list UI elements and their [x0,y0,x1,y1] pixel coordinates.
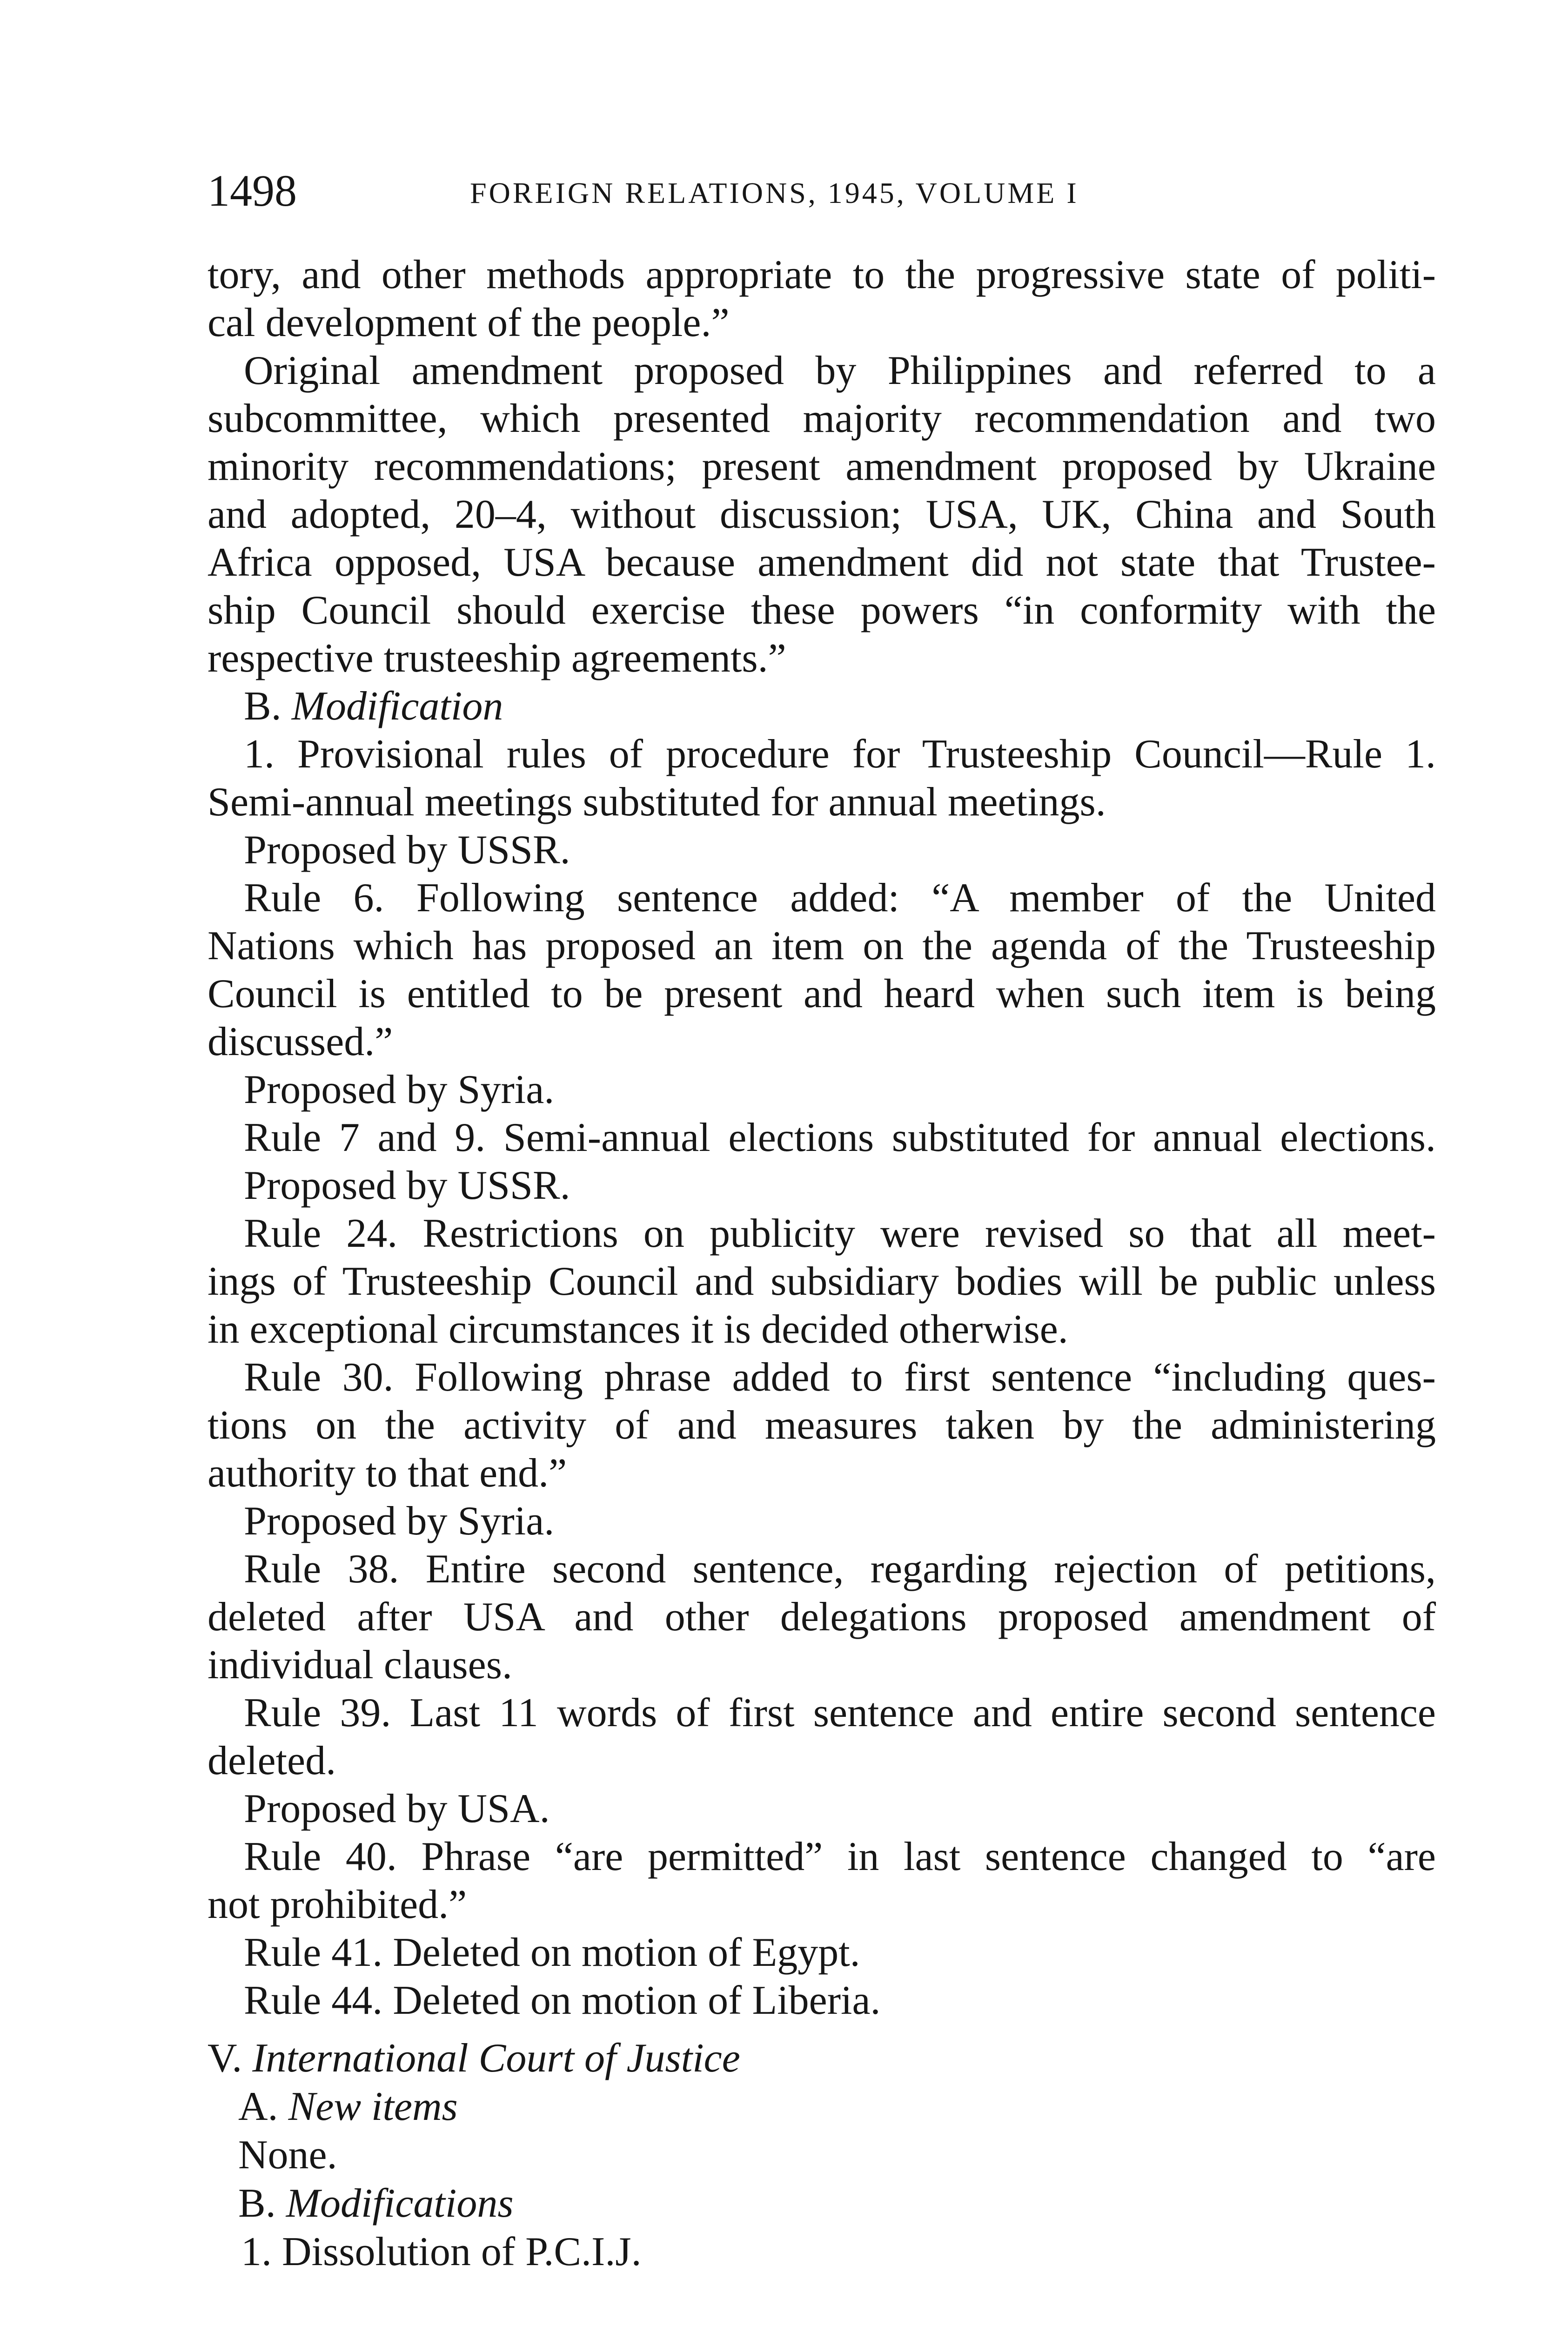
text-line: Proposed by USSR. [244,827,570,873]
text-line: deleted. [208,1738,336,1783]
running-head: FOREIGN RELATIONS, 1945, VOLUME I [470,176,1079,209]
text-line: tions on the activity of and measures taken by the administering [208,1403,1436,1448]
section-v-number: V. [208,2036,242,2081]
subheading-modification [208,683,1436,730]
subheading-title: New items [288,2084,458,2129]
text-line: Council is entitled to be present and heard when such item is being [208,971,1436,1016]
text-line: respective trusteeship agreements.” [208,636,786,681]
subheading-title: Modifications [286,2181,514,2226]
text-line: Rule 38. Entire second sentence, regarding rejection of petitions, [244,1547,1436,1592]
text-line: Rule 6. Following sentence added: “A member of the United [244,875,1436,921]
subheading-modifications [208,2180,1436,2227]
text-line: Semi-annual meetings substituted for annual meetings. [208,780,1106,825]
text-line: 1. Dissolution of P.C.I.J. [241,2229,642,2274]
text-line: Rule 24. Restrictions on publicity were revised so that all meet- [244,1211,1436,1256]
text-line: Rule 44. Deleted on motion of Liberia. [244,1978,881,2023]
subheading-title: Modification [291,684,503,729]
text-line: authority to that end.” [208,1451,567,1496]
text-line: Rule 7 and 9. Semi-annual elections substituted for annual elections. [244,1115,1436,1160]
text-line: minority recommendations; present amendment proposed by Ukraine [208,444,1436,489]
page-header [208,165,1417,216]
text-line: Proposed by Syria. [244,1499,555,1544]
text-line: Proposed by Syria. [244,1067,555,1112]
text-line: deleted after USA and other delegations proposed amendment of [208,1594,1436,1640]
text-line: Rule 30. Following phrase added to first sentence “including ques- [244,1355,1436,1400]
text-line: Proposed by USA. [244,1786,550,1831]
text-line: and adopted, 20–4, without discussion; USA, UK, China and South [208,492,1436,537]
text-line: Proposed by USSR. [244,1163,570,1208]
text-line: not prohibited.” [208,1882,467,1927]
section-v-title: International Court of Justice [252,2036,740,2081]
text-line: subcommittee, which presented majority recommendation and two [208,396,1436,441]
text-line: Rule 39. Last 11 words of first sentence and entire second sentence [244,1690,1436,1735]
page-number: 1498 [208,166,297,215]
subheading-letter: A. [238,2084,278,2129]
text-line: cal development of the people.” [208,300,730,345]
subheading-letter: B. [244,684,281,729]
subheading-letter: B. [238,2181,276,2226]
text-line: Rule 40. Phrase “are permitted” in last sentence changed to “are [244,1834,1436,1879]
text-line: 1. Provisional rules of procedure for Trusteeship Council—Rule 1. [244,732,1436,777]
text-line: individual clauses. [208,1642,512,1688]
text-line: in exceptional circumstances it is decided otherwise. [208,1307,1068,1352]
text-line: ings of Trusteeship Council and subsidiary bodies will be public unless [208,1259,1436,1304]
text-line: None. [238,2132,337,2178]
text-line: ship Council should exercise these powers “in conformity with the [208,588,1436,633]
text-line: discussed.” [208,1019,393,1064]
text-line: Africa opposed, USA because amendment did not state that Trustee- [208,540,1436,585]
text-line: tory, and other methods appropriate to the progressive state of politi- [208,252,1436,297]
text-line: Nations which has proposed an item on the agenda of the Trusteeship [208,923,1436,968]
section-v-heading [208,2035,1436,2082]
text-line: Original amendment proposed by Philippines and referred to a [244,348,1436,393]
text-line: Rule 41. Deleted on motion of Egypt. [244,1930,860,1975]
subheading-new-items [208,2083,1436,2131]
